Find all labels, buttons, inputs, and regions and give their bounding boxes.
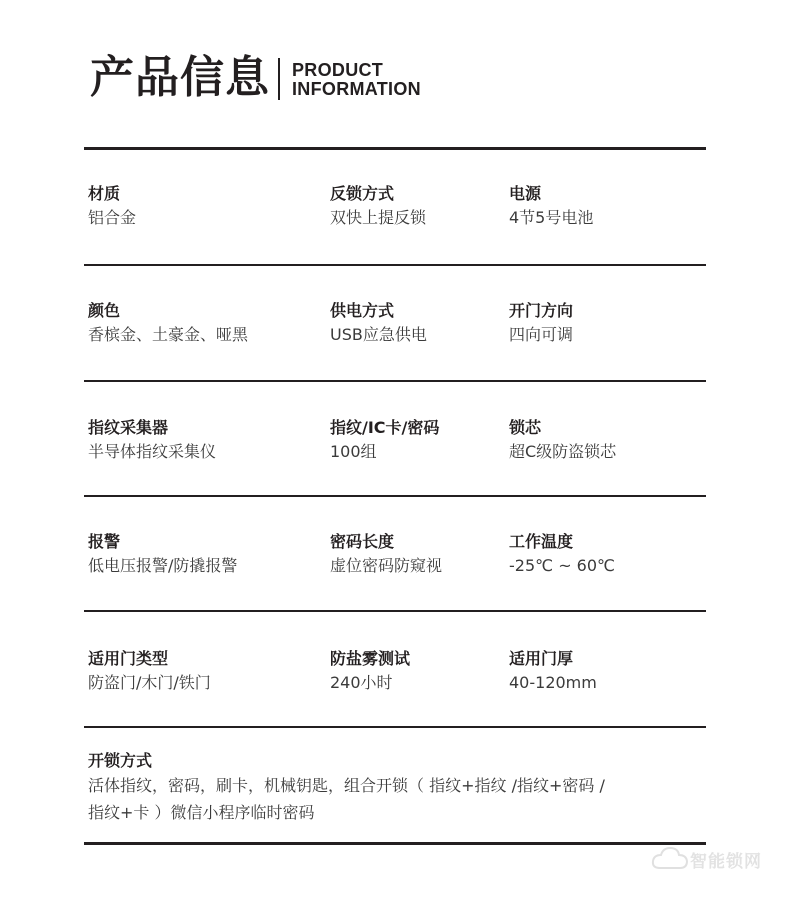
spec-label: 电源 [509,184,542,203]
spec-label: 颜色 [88,301,121,320]
spec-cell [88,648,211,694]
spec-label: 指纹/IC卡/密码 [330,418,440,437]
spec-value: 双快上提反锁 [330,208,427,227]
spec-cell [330,648,410,694]
spec-cell [88,300,248,346]
spec-label: 锁芯 [509,418,542,437]
spec-value: 铝合金 [88,208,137,227]
row-divider [84,495,706,497]
spec-label: 开门方向 [509,301,574,320]
title-en-line2: INFORMATION [292,79,421,99]
spec-cell [88,417,216,463]
spec-label: 报警 [88,532,121,551]
spec-label: 适用门厚 [509,649,574,668]
spec-cell [88,531,237,577]
spec-cell [330,417,439,463]
spec-value: 低电压报警/防撬报警 [88,556,238,575]
spec-value: 防盗门/木门/铁门 [88,673,211,692]
spec-cell [509,300,573,346]
top-rule [84,147,706,150]
spec-label: 材质 [88,184,121,203]
spec-value: 虚位密码防窥视 [330,556,443,575]
spec-label: 密码长度 [330,532,395,551]
spec-value: -25℃ ~ 60℃ [509,556,616,575]
spec-cell [88,183,136,229]
lock-methods-line2: 指纹+卡 ）微信小程序临时密码 [88,803,315,822]
lock-methods-section [88,750,688,826]
spec-cell [509,648,597,694]
row-divider [84,610,706,612]
watermark-logo [650,832,770,880]
spec-value: 240小时 [330,673,393,692]
spec-label: 反锁方式 [330,184,395,203]
row-divider [84,380,706,382]
page-title-english [292,61,421,99]
spec-value: 四向可调 [509,325,574,344]
spec-cell [330,300,427,346]
spec-value: 40-120mm [509,673,597,692]
spec-label: 工作温度 [509,532,574,551]
spec-value: 100组 [330,442,377,461]
page-title: 产品信息 [90,52,270,103]
spec-cell [509,417,616,463]
row-divider [84,264,706,266]
title-divider [278,58,280,100]
spec-value: 4节5号电池 [509,208,594,227]
spec-cell [509,531,615,577]
bottom-rule [84,842,706,845]
cloud-icon [650,842,690,876]
spec-value: 香槟金、土豪金、哑黑 [88,325,249,344]
spec-label: 指纹采集器 [88,418,169,437]
title-en-line1: PRODUCT [292,60,384,80]
spec-label: 供电方式 [330,301,395,320]
spec-value: 半导体指纹采集仪 [88,442,217,461]
spec-value: USB应急供电 [330,325,427,344]
row-divider [84,726,706,728]
spec-value: 超C级防盗锁芯 [509,442,617,461]
watermark-text: 智能锁网 [690,852,762,872]
lock-methods-label: 开锁方式 [88,751,153,770]
spec-label: 适用门类型 [88,649,169,668]
lock-methods-line1: 活体指纹，密码，刷卡，机械钥匙，组合开锁（ 指纹+指纹 /指纹+密码 / [88,776,605,795]
spec-cell [509,183,593,229]
spec-cell [330,531,442,577]
spec-label: 防盐雾测试 [330,649,411,668]
spec-cell [330,183,426,229]
